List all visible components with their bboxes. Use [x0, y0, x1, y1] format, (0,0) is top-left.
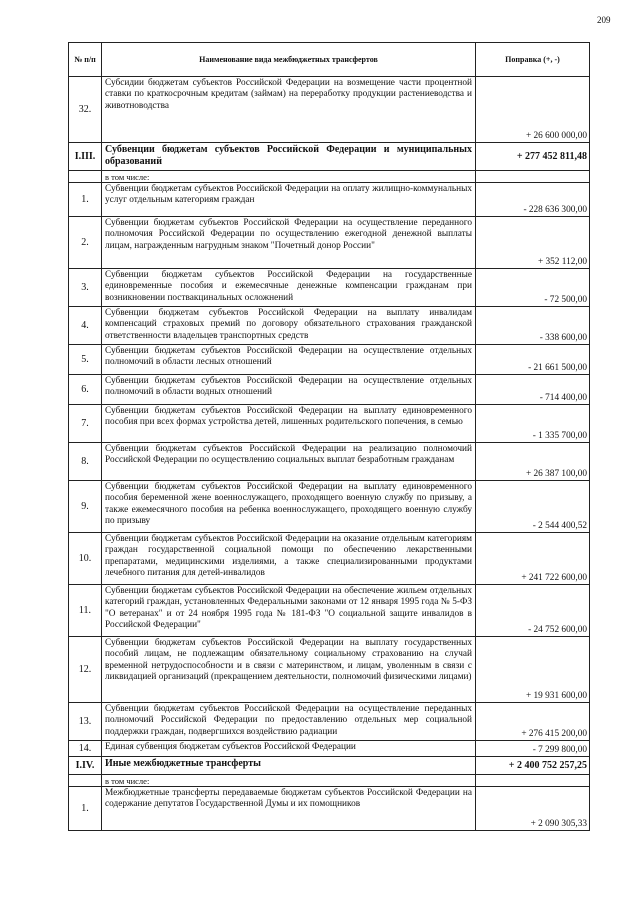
row-name: Субвенции бюджетам субъектов Российской Федерации на выплату инвалидам компенсаций страховых премий по договору обязательного страхования гражданской ответственности владельцев транспортных средств	[102, 307, 476, 345]
row-name: Субвенции бюджетам субъектов Российской Федерации на осуществление переданных полномочий Российской Федерации по предоставлению отдельных мер социальной поддержки граждан, подвергшихся воздействию радиации	[102, 703, 476, 741]
table-row	[69, 345, 590, 375]
header-amount: Поправка (+, -)	[476, 43, 590, 77]
row-name: Субсидии бюджетам субъектов Российской Федерации на возмещение части процентной ставки по краткосрочным кредитам (займам) на переработку продукции растениеводства и животноводства	[102, 77, 476, 143]
table-row	[69, 375, 590, 405]
row-number: 12.	[69, 637, 102, 703]
row-number: 6.	[69, 375, 102, 405]
row-number: 11.	[69, 585, 102, 637]
subheading-row	[69, 171, 590, 183]
row-number: 2.	[69, 217, 102, 269]
row-name: в том числе:	[102, 775, 476, 787]
table-row	[69, 637, 590, 703]
row-amount: + 26 600 000,00	[476, 77, 590, 143]
row-name: Субвенции бюджетам субъектов Российской Федерации на государственные единовременные пособия и ежемесячные денежные компенсации гражданам при возникновении поствакцинальных осложнений	[102, 269, 476, 307]
row-number: 3.	[69, 269, 102, 307]
row-number: 14.	[69, 741, 102, 757]
row-amount: - 338 600,00	[476, 307, 590, 345]
table-row	[69, 217, 590, 269]
row-name: Субвенции бюджетам субъектов Российской Федерации на выплату единовременного пособия при всех формах устройства детей, лишенных родительского попечения, в семью	[102, 405, 476, 443]
table-header-row	[69, 43, 590, 77]
page-number: 209	[597, 15, 611, 25]
table-row	[69, 585, 590, 637]
row-amount	[476, 171, 590, 183]
row-amount: - 1 335 700,00	[476, 405, 590, 443]
row-amount: + 26 387 100,00	[476, 443, 590, 481]
table-row	[69, 405, 590, 443]
table-row	[69, 703, 590, 741]
section-row	[69, 143, 590, 171]
row-name: в том числе:	[102, 171, 476, 183]
row-number: I.IV.	[69, 757, 102, 775]
row-number: 10.	[69, 533, 102, 585]
header-num: № п/п	[69, 43, 102, 77]
row-amount: - 24 752 600,00	[476, 585, 590, 637]
section-row	[69, 757, 590, 775]
row-number: 13.	[69, 703, 102, 741]
row-name: Субвенции бюджетам субъектов Российской Федерации на осуществление отдельных полномочий в области лесных отношений	[102, 345, 476, 375]
row-amount: - 2 544 400,52	[476, 481, 590, 533]
table-row	[69, 183, 590, 217]
row-name: Иные межбюджетные трансферты	[102, 757, 476, 775]
row-name: Субвенции бюджетам субъектов Российской Федерации на осуществление отдельных полномочий в области водных отношений	[102, 375, 476, 405]
row-number: 7.	[69, 405, 102, 443]
table-row	[69, 77, 590, 143]
row-name: Межбюджетные трансферты передаваемые бюджетам субъектов Российской Федерации на содержание депутатов Государственной Думы и их помощников	[102, 787, 476, 831]
subheading-row	[69, 775, 590, 787]
header-name: Наименование вида межбюджетных трансфертов	[102, 43, 476, 77]
row-number: 1.	[69, 787, 102, 831]
row-amount: + 2 090 305,33	[476, 787, 590, 831]
table-row	[69, 481, 590, 533]
table-row	[69, 269, 590, 307]
row-name: Субвенции бюджетам субъектов Российской Федерации на выплату государственных пособий лицам, не подлежащим обязательному социальному страхованию на случай временной нетрудоспособности и в связи с материнством, и лицам, уволенным в связи с ликвидацией организаций (прекращением деятельности, полномочий физическими лицами)	[102, 637, 476, 703]
row-number: 32.	[69, 77, 102, 143]
transfers-table	[68, 42, 590, 831]
row-amount: - 21 661 500,00	[476, 345, 590, 375]
row-amount: + 352 112,00	[476, 217, 590, 269]
table-row	[69, 787, 590, 831]
row-number	[69, 775, 102, 787]
row-name: Субвенции бюджетам субъектов Российской Федерации на обеспечение жильем отдельных категорий граждан, установленных Федеральными законами от 12 января 1995 года № 5-ФЗ "О ветеранах" и от 24 ноября 1995 года № 181-ФЗ "О социальной защите инвалидов в Российской Федерации"	[102, 585, 476, 637]
row-amount: + 2 400 752 257,25	[476, 757, 590, 775]
row-amount: - 72 500,00	[476, 269, 590, 307]
row-number	[69, 171, 102, 183]
row-amount: - 7 299 800,00	[476, 741, 590, 757]
row-amount: + 276 415 200,00	[476, 703, 590, 741]
row-amount: + 19 931 600,00	[476, 637, 590, 703]
row-number: 9.	[69, 481, 102, 533]
table-body	[69, 77, 590, 831]
table-row	[69, 307, 590, 345]
row-name: Субвенции бюджетам субъектов Российской Федерации на оплату жилищно-коммунальных услуг отдельным категориям граждан	[102, 183, 476, 217]
table-row	[69, 741, 590, 757]
row-number: 1.	[69, 183, 102, 217]
row-amount: + 277 452 811,48	[476, 143, 590, 171]
row-amount: - 714 400,00	[476, 375, 590, 405]
row-name: Субвенции бюджетам субъектов Российской Федерации на реализацию полномочий Российской Федерации по осуществлению социальных выплат безработным гражданам	[102, 443, 476, 481]
row-name: Субвенции бюджетам субъектов Российской Федерации на осуществление переданного полномочия Российской Федерации по осуществлению ежегодной денежной выплаты лицам, награжденным нагрудным знаком "Почетный донор России"	[102, 217, 476, 269]
row-number: 8.	[69, 443, 102, 481]
row-name: Субвенции бюджетам субъектов Российской Федерации на оказание отдельным категориям граждан государственной социальной помощи по обеспечению лекарственными препаратами, медицинскими изделиями, а также специализированными продуктами лечебного питания для детей-инвалидов	[102, 533, 476, 585]
row-amount	[476, 775, 590, 787]
row-name: Субвенции бюджетам субъектов Российской Федерации на выплату единовременного пособия беременной жене военнослужащего, проходящего военную службу по призыву, а также ежемесячного пособия на ребенка военнослужащего, проходящего военную службу по призыву	[102, 481, 476, 533]
row-number: 5.	[69, 345, 102, 375]
table-row	[69, 443, 590, 481]
row-amount: - 228 636 300,00	[476, 183, 590, 217]
row-amount: + 241 722 600,00	[476, 533, 590, 585]
table-row	[69, 533, 590, 585]
row-number: 4.	[69, 307, 102, 345]
row-number: I.III.	[69, 143, 102, 171]
row-name: Единая субвенция бюджетам субъектов Российской Федерации	[102, 741, 476, 757]
row-name: Субвенции бюджетам субъектов Российской Федерации и муниципальных образований	[102, 143, 476, 171]
